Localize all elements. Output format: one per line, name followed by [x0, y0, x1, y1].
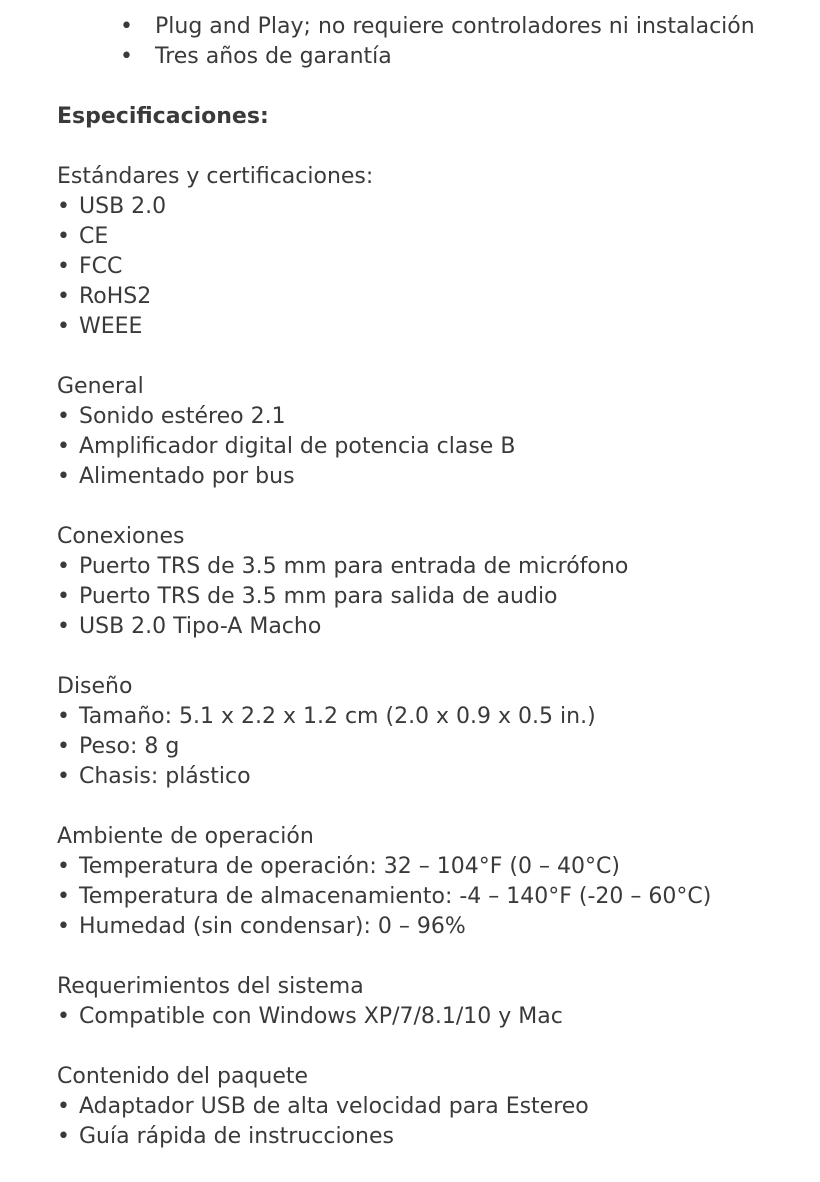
bullet-icon: • [57, 1124, 70, 1149]
spec-section-standards [57, 162, 817, 342]
bullet-icon: • [57, 764, 70, 789]
bullet-icon: • [57, 704, 70, 729]
spec-item-text: WEEE [79, 314, 143, 339]
bullet-icon: • [57, 734, 70, 759]
spec-item [57, 1002, 817, 1032]
spec-item [57, 702, 817, 732]
bullet-icon: • [57, 1004, 70, 1029]
spec-item [57, 1092, 817, 1122]
spec-item [57, 1122, 817, 1152]
spec-item-text: Sonido estéreo 2.1 [79, 404, 286, 429]
bullet-icon: • [57, 284, 70, 309]
feature-text: Plug and Play; no requiere controladores ni instalación [155, 14, 755, 39]
spec-section-package-contents [57, 1062, 817, 1152]
spec-item [57, 882, 817, 912]
bullet-icon: • [57, 554, 70, 579]
spec-section-operating-environment [57, 822, 817, 942]
spec-item-text: Tamaño: 5.1 x 2.2 x 1.2 cm (2.0 x 0.9 x 0.5 in.) [79, 704, 596, 729]
spec-item [57, 402, 817, 432]
spec-item [57, 192, 817, 222]
feature-text: Tres años de garantía [155, 44, 392, 69]
spec-section-connections [57, 522, 817, 642]
feature-item [0, 42, 820, 72]
spec-list [57, 852, 817, 942]
spec-list [57, 1092, 817, 1152]
spec-item-text: Puerto TRS de 3.5 mm para salida de audio [79, 584, 558, 609]
bullet-icon: • [57, 254, 70, 279]
bullet-icon: • [57, 914, 70, 939]
spec-section-general [57, 372, 817, 492]
feature-list [0, 12, 820, 72]
bullet-icon: • [57, 584, 70, 609]
spec-list [57, 702, 817, 792]
bullet-icon: • [57, 194, 70, 219]
spec-section-design [57, 672, 817, 792]
bullet-icon: • [57, 434, 70, 459]
spec-item-text: Temperatura de operación: 32 – 104°F (0 – 40°C) [79, 854, 620, 879]
spec-item-text: Puerto TRS de 3.5 mm para entrada de micrófono [79, 554, 629, 579]
spec-item-text: RoHS2 [79, 284, 152, 309]
spec-item-text: USB 2.0 Tipo-A Macho [79, 614, 322, 639]
spec-item [57, 612, 817, 642]
spec-item-text: FCC [79, 254, 123, 279]
spec-item-text: CE [79, 224, 109, 249]
spec-list [57, 192, 817, 342]
section-title: Contenido del paquete [57, 1064, 309, 1089]
spec-item-text: Peso: 8 g [79, 734, 180, 759]
spec-item [57, 762, 817, 792]
bullet-icon: • [57, 854, 70, 879]
section-title: Requerimientos del sistema [57, 974, 364, 999]
spec-item-text: Chasis: plástico [79, 764, 251, 789]
bullet-icon: • [120, 44, 133, 69]
section-title: General [57, 374, 144, 399]
bullet-icon: • [57, 614, 70, 639]
bullet-icon: • [57, 1094, 70, 1119]
section-title: Diseño [57, 674, 133, 699]
spec-item-text: Amplificador digital de potencia clase B [79, 434, 516, 459]
bullet-icon: • [120, 14, 133, 39]
bullet-icon: • [57, 224, 70, 249]
spec-item [57, 462, 817, 492]
spec-item-text: Adaptador USB de alta velocidad para Estereo [79, 1094, 589, 1119]
spec-item [57, 312, 817, 342]
spec-item [57, 912, 817, 942]
spec-list [57, 1002, 817, 1032]
spec-item [57, 252, 817, 282]
spec-item [57, 732, 817, 762]
spec-section-system-requirements [57, 972, 817, 1032]
bullet-icon: • [57, 314, 70, 339]
spec-list [57, 552, 817, 642]
bullet-icon: • [57, 404, 70, 429]
bullet-icon: • [57, 884, 70, 909]
spec-item [57, 432, 817, 462]
spec-item-text: Humedad (sin condensar): 0 – 96% [79, 914, 466, 939]
spec-item [57, 222, 817, 252]
spec-item [57, 852, 817, 882]
spec-item-text: Temperatura de almacenamiento: -4 – 140°F (-20 – 60°C) [79, 884, 712, 909]
specifications-heading: Especificaciones: [57, 104, 269, 129]
spec-item [57, 552, 817, 582]
section-title: Ambiente de operación [57, 824, 314, 849]
spec-list [57, 402, 817, 492]
spec-item-text: Alimentado por bus [79, 464, 295, 489]
spec-item [57, 282, 817, 312]
specifications [57, 102, 817, 1182]
bullet-icon: • [57, 464, 70, 489]
section-title: Estándares y certificaciones: [57, 164, 374, 189]
spec-item-text: Guía rápida de instrucciones [79, 1124, 394, 1149]
feature-item [0, 12, 820, 42]
spec-item-text: USB 2.0 [79, 194, 167, 219]
section-title: Conexiones [57, 524, 185, 549]
spec-item [57, 582, 817, 612]
spec-item-text: Compatible con Windows XP/7/8.1/10 y Mac [79, 1004, 563, 1029]
